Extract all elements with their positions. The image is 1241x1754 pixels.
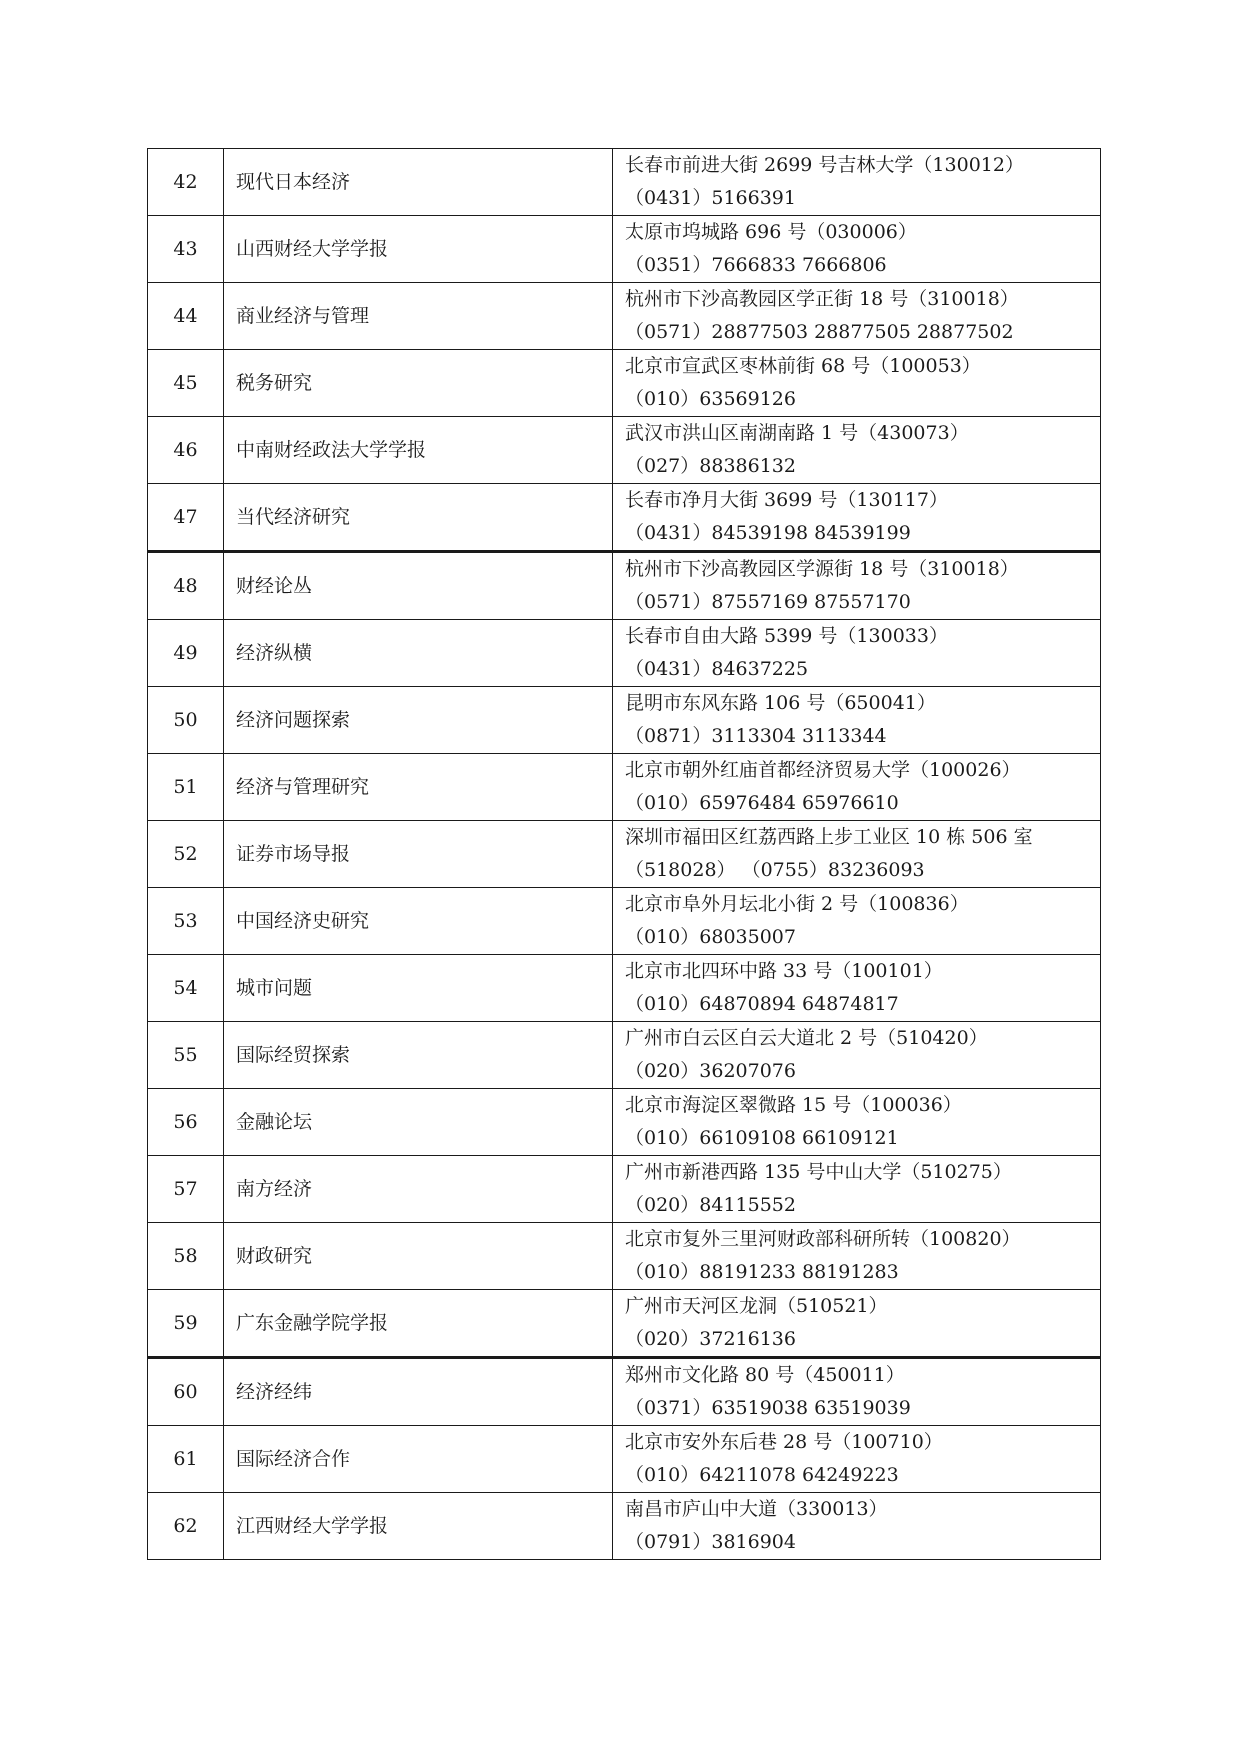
table-row bbox=[148, 620, 1101, 687]
phone-line: （010）64870894 64874817 bbox=[625, 993, 899, 1015]
address-line: 武汉市洪山区南湖南路 1 号（430073） bbox=[625, 422, 969, 444]
contact-cell bbox=[613, 417, 1101, 484]
journal-name: 证券市场导报 bbox=[224, 821, 613, 888]
phone-line: （0431）5166391 bbox=[625, 187, 796, 209]
address-line: 南昌市庐山中大道（330013） bbox=[625, 1498, 888, 1520]
address-line: 昆明市东风东路 106 号（650041） bbox=[625, 692, 936, 714]
contact-cell bbox=[613, 620, 1101, 687]
table-row bbox=[148, 552, 1101, 620]
contact-cell bbox=[613, 283, 1101, 350]
address-line: 长春市净月大街 3699 号（130117） bbox=[625, 489, 948, 511]
row-number: 55 bbox=[148, 1022, 224, 1089]
journal-name: 国际经贸探索 bbox=[224, 1022, 613, 1089]
row-number: 43 bbox=[148, 216, 224, 283]
phone-line: （0571）28877503 28877505 28877502 bbox=[625, 321, 1014, 343]
journal-name: 广东金融学院学报 bbox=[224, 1290, 613, 1358]
table-row bbox=[148, 754, 1101, 821]
phone-line: （010）66109108 66109121 bbox=[625, 1127, 899, 1149]
phone-line: （0431）84539198 84539199 bbox=[625, 522, 911, 544]
journal-name: 江西财经大学学报 bbox=[224, 1493, 613, 1560]
row-number: 46 bbox=[148, 417, 224, 484]
table-row bbox=[148, 216, 1101, 283]
journal-name: 经济与管理研究 bbox=[224, 754, 613, 821]
journal-name: 中国经济史研究 bbox=[224, 888, 613, 955]
phone-line: （010）63569126 bbox=[625, 388, 796, 410]
row-number: 57 bbox=[148, 1156, 224, 1223]
contact-cell bbox=[613, 1156, 1101, 1223]
phone-line: （010）64211078 64249223 bbox=[625, 1464, 899, 1486]
row-number: 49 bbox=[148, 620, 224, 687]
table-row bbox=[148, 955, 1101, 1022]
journal-name: 经济纵横 bbox=[224, 620, 613, 687]
row-number: 54 bbox=[148, 955, 224, 1022]
address-line: 北京市北四环中路 33 号（100101） bbox=[625, 960, 943, 982]
journal-name: 城市问题 bbox=[224, 955, 613, 1022]
address-line: 广州市白云区白云大道北 2 号（510420） bbox=[625, 1027, 988, 1049]
table-row bbox=[148, 1290, 1101, 1358]
address-line: 北京市宣武区枣林前街 68 号（100053） bbox=[625, 355, 981, 377]
table-body bbox=[148, 149, 1101, 1560]
address-line: 长春市前进大街 2699 号吉林大学（130012） bbox=[625, 154, 1024, 176]
contact-cell bbox=[613, 1426, 1101, 1493]
table-row bbox=[148, 687, 1101, 754]
contact-cell bbox=[613, 687, 1101, 754]
journal-name: 商业经济与管理 bbox=[224, 283, 613, 350]
journal-name: 山西财经大学学报 bbox=[224, 216, 613, 283]
row-number: 48 bbox=[148, 552, 224, 620]
row-number: 50 bbox=[148, 687, 224, 754]
phone-line: （010）88191233 88191283 bbox=[625, 1261, 899, 1283]
phone-line: （010）68035007 bbox=[625, 926, 796, 948]
row-number: 45 bbox=[148, 350, 224, 417]
contact-cell bbox=[613, 1223, 1101, 1290]
row-number: 56 bbox=[148, 1089, 224, 1156]
table-row bbox=[148, 821, 1101, 888]
address-line: 北京市朝外红庙首都经济贸易大学（100026） bbox=[625, 759, 1021, 781]
address-line: 北京市复外三里河财政部科研所转（100820） bbox=[625, 1228, 1021, 1250]
phone-line: （0431）84637225 bbox=[625, 658, 809, 680]
phone-line: （0791）3816904 bbox=[625, 1531, 796, 1553]
contact-cell bbox=[613, 821, 1101, 888]
address-line: 杭州市下沙高教园区学正街 18 号（310018） bbox=[625, 288, 1019, 310]
address-line: 长春市自由大路 5399 号（130033） bbox=[625, 625, 948, 647]
contact-cell bbox=[613, 484, 1101, 552]
address-line: 北京市阜外月坛北小街 2 号（100836） bbox=[625, 893, 969, 915]
contact-cell bbox=[613, 552, 1101, 620]
table-row bbox=[148, 484, 1101, 552]
contact-cell bbox=[613, 1089, 1101, 1156]
address-line: 北京市安外东后巷 28 号（100710） bbox=[625, 1431, 943, 1453]
address-line: 郑州市文化路 80 号（450011） bbox=[625, 1364, 905, 1386]
phone-line: （020）84115552 bbox=[625, 1194, 796, 1216]
phone-line: （0571）87557169 87557170 bbox=[625, 591, 911, 613]
address-line: 深圳市福田区红荔西路上步工业区 10 栋 506 室 bbox=[625, 826, 1033, 848]
address-line: 广州市新港西路 135 号中山大学（510275） bbox=[625, 1161, 1012, 1183]
table-row bbox=[148, 417, 1101, 484]
table-row bbox=[148, 350, 1101, 417]
row-number: 53 bbox=[148, 888, 224, 955]
table-row bbox=[148, 149, 1101, 216]
contact-cell bbox=[613, 1290, 1101, 1358]
row-number: 42 bbox=[148, 149, 224, 216]
address-line: 太原市坞城路 696 号（030006） bbox=[625, 221, 917, 243]
contact-cell bbox=[613, 1493, 1101, 1560]
journal-name: 金融论坛 bbox=[224, 1089, 613, 1156]
address-line: 广州市天河区龙洞（510521） bbox=[625, 1295, 888, 1317]
phone-line: （518028） （0755）83236093 bbox=[625, 859, 925, 881]
contact-cell bbox=[613, 1022, 1101, 1089]
phone-line: （010）65976484 65976610 bbox=[625, 792, 899, 814]
phone-line: （027）88386132 bbox=[625, 455, 796, 477]
table-row bbox=[148, 1358, 1101, 1426]
contact-cell bbox=[613, 888, 1101, 955]
phone-line: （0871）3113304 3113344 bbox=[625, 725, 887, 747]
table-row bbox=[148, 1022, 1101, 1089]
contact-cell bbox=[613, 149, 1101, 216]
contact-cell bbox=[613, 754, 1101, 821]
table-row bbox=[148, 283, 1101, 350]
address-line: 杭州市下沙高教园区学源街 18 号（310018） bbox=[625, 558, 1019, 580]
row-number: 52 bbox=[148, 821, 224, 888]
table-row bbox=[148, 888, 1101, 955]
row-number: 51 bbox=[148, 754, 224, 821]
journal-name: 现代日本经济 bbox=[224, 149, 613, 216]
table-row bbox=[148, 1493, 1101, 1560]
row-number: 60 bbox=[148, 1358, 224, 1426]
table-row bbox=[148, 1426, 1101, 1493]
journal-name: 当代经济研究 bbox=[224, 484, 613, 552]
table-row bbox=[148, 1223, 1101, 1290]
journal-name: 经济经纬 bbox=[224, 1358, 613, 1426]
phone-line: （0351）7666833 7666806 bbox=[625, 254, 887, 276]
journal-name: 国际经济合作 bbox=[224, 1426, 613, 1493]
row-number: 58 bbox=[148, 1223, 224, 1290]
journal-name: 财政研究 bbox=[224, 1223, 613, 1290]
address-line: 北京市海淀区翠微路 15 号（100036） bbox=[625, 1094, 962, 1116]
phone-line: （020）36207076 bbox=[625, 1060, 796, 1082]
row-number: 62 bbox=[148, 1493, 224, 1560]
journal-name: 南方经济 bbox=[224, 1156, 613, 1223]
table-row bbox=[148, 1089, 1101, 1156]
phone-line: （020）37216136 bbox=[625, 1328, 796, 1350]
journal-name: 税务研究 bbox=[224, 350, 613, 417]
table-row bbox=[148, 1156, 1101, 1223]
journal-name: 中南财经政法大学学报 bbox=[224, 417, 613, 484]
row-number: 61 bbox=[148, 1426, 224, 1493]
row-number: 59 bbox=[148, 1290, 224, 1358]
contact-cell bbox=[613, 1358, 1101, 1426]
contact-cell bbox=[613, 216, 1101, 283]
journal-name: 财经论丛 bbox=[224, 552, 613, 620]
contact-cell bbox=[613, 350, 1101, 417]
contact-cell bbox=[613, 955, 1101, 1022]
journal-table bbox=[147, 148, 1101, 1560]
row-number: 44 bbox=[148, 283, 224, 350]
phone-line: （0371）63519038 63519039 bbox=[625, 1397, 911, 1419]
row-number: 47 bbox=[148, 484, 224, 552]
journal-name: 经济问题探索 bbox=[224, 687, 613, 754]
